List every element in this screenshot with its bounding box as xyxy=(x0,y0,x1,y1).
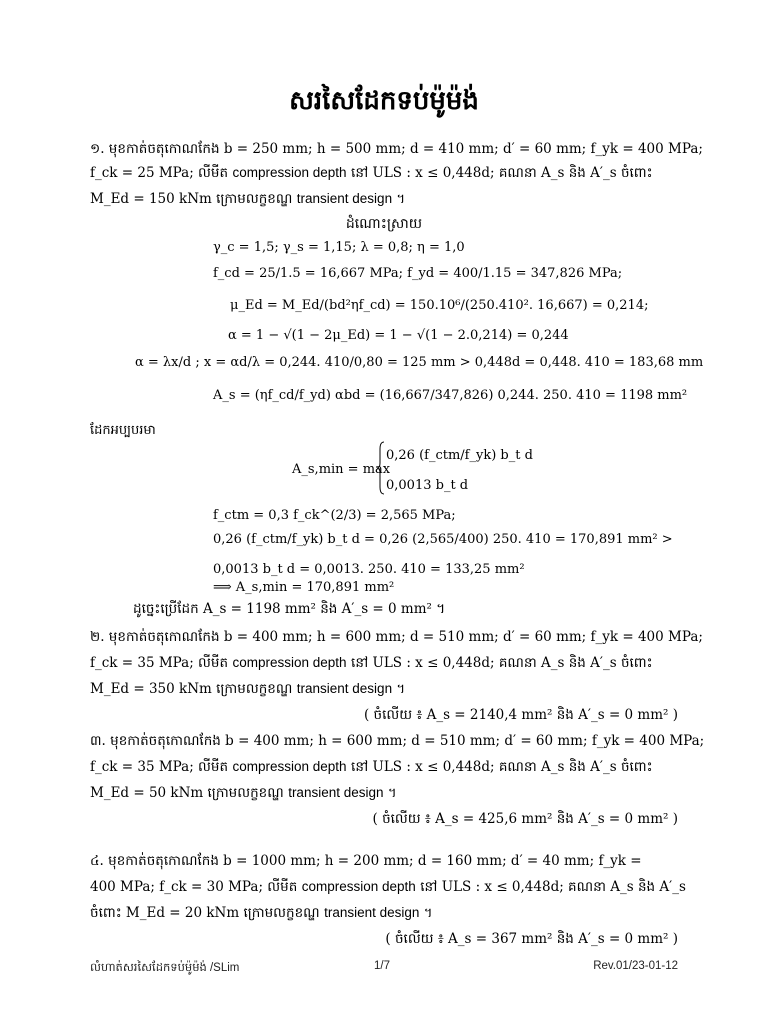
problem-2-answer: ( ចំលើយ ៖ A_s = 2140,4 mm² និង A′_s = 0 mm² ) xyxy=(363,707,678,723)
footer-revision: Rev.01/23-01-12 xyxy=(593,960,678,972)
conclusion-line: ដូច្នេះប្រើដែក A_s = 1198 mm² និង A′_s = 0 mm² ។ xyxy=(133,601,446,617)
equation-option-1-value: 0,26 (f_ctm/f_yk) b_t d = 0,26 (2,565/400) 250. 410 = 170,891 mm² > xyxy=(213,532,673,547)
problem-4-line-3: ចំពោះ M_Ed = 20 kNm ក្រោមលក្ខខណ្ឌ transient design ។ xyxy=(90,905,433,921)
equation-option-2-value: 0,0013 b_t d = 0,0013. 250. 410 = 133,25 mm² xyxy=(213,562,525,577)
problem-3-line-2: f_ck = 35 MPa; លីមីត compression depth នៅ ULS : x ≤ 0,448d; គណនា A_s និង A′_s ចំពោះ xyxy=(90,759,653,775)
equation-as-min-result: ⟹ A_s,min = 170,891 mm² xyxy=(213,580,395,595)
equation-as-min-lhs: A_s,min = max xyxy=(292,462,391,477)
equation-alpha: α = 1 − √(1 − 2μ_Ed) = 1 − √(1 − 2.0,214) = 0,244 xyxy=(228,328,569,343)
equation-as-min-option-2: 0,0013 b_t d xyxy=(386,478,469,493)
solution-heading: ដំណោះស្រាយ xyxy=(345,216,423,232)
minimum-steel-heading: ដែកអប្បបរមា xyxy=(90,423,156,438)
footer-left-text: លំហាត់សរសៃដែកទប់ម៉ូម៉ង់ /SLim xyxy=(90,962,240,974)
footer-page-number: 1/7 xyxy=(374,960,390,972)
equation-mu-ed: μ_Ed = M_Ed/(bd²ηf_cd) = 150.10⁶/(250.410². 16,667) = 0,214; xyxy=(230,298,649,313)
problem-4-answer: ( ចំលើយ ៖ A_s = 367 mm² និង A′_s = 0 mm² ) xyxy=(385,931,678,947)
problem-3-line-1: ៣. មុខកាត់ចតុកោណកែង b = 400 mm; h = 600 mm; d = 510 mm; d′ = 60 mm; f_yk = 400 MPa; xyxy=(90,733,705,749)
problem-4-line-1: ៤. មុខកាត់ចតុកោណកែង b = 1000 mm; h = 200 mm; d = 160 mm; d′ = 40 mm; f_yk = xyxy=(90,853,642,869)
problem-3-line-3: M_Ed = 50 kNm ក្រោមលក្ខខណ្ឌ transient design ។ xyxy=(90,785,397,801)
problem-3-answer: ( ចំលើយ ៖ A_s = 425,6 mm² និង A′_s = 0 mm² ) xyxy=(372,811,678,827)
equation-fctm: f_ctm = 0,3 f_ck^(2/3) = 2,565 MPa; xyxy=(213,508,456,523)
equation-neutral-axis: α = λx/d ; x = αd/λ = 0,244. 410/0,80 = 125 mm > 0,448d = 0,448. 410 = 183,68 mm xyxy=(135,355,704,370)
equation-as-min-option-1: 0,26 (f_ctm/f_yk) b_t d xyxy=(386,448,533,463)
problem-2-line-3: M_Ed = 350 kNm ក្រោមលក្ខខណ្ឌ transient design ។ xyxy=(90,681,406,697)
problem-2-line-2: f_ck = 35 MPa; លីមីត compression depth នៅ ULS : x ≤ 0,448d; គណនា A_s និង A′_s ចំពោះ xyxy=(90,655,653,671)
problem-4-line-2: 400 MPa; f_ck = 30 MPa; លីមីត compression depth នៅ ULS : x ≤ 0,448d; គណនា A_s និង A′_s xyxy=(90,879,686,895)
equation-design-strengths: f_cd = 25/1.5 = 16,667 MPa; f_yd = 400/1.15 = 347,826 MPa; xyxy=(213,266,623,281)
problem-1-line-1: ១. មុខកាត់ចតុកោណកែង b = 250 mm; h = 500 mm; d = 410 mm; d′ = 60 mm; f_yk = 400 MPa; xyxy=(90,141,703,157)
page-title: សរសៃដែកទប់ម៉ូម៉ង់ xyxy=(289,86,479,116)
equation-as: A_s = (ηf_cd/f_yd) αbd = (16,667/347,826) 0,244. 250. 410 = 1198 mm² xyxy=(213,388,688,403)
problem-1-line-3: M_Ed = 150 kNm ក្រោមលក្ខខណ្ឌ transient design ។ xyxy=(90,191,406,207)
problem-2-line-1: ២. មុខកាត់ចតុកោណកែង b = 400 mm; h = 600 mm; d = 510 mm; d′ = 60 mm; f_yk = 400 MPa; xyxy=(90,629,703,645)
equation-safety-factors: γ_c = 1,5; γ_s = 1,15; λ = 0,8; η = 1,0 xyxy=(213,240,465,255)
problem-1-line-2: f_ck = 25 MPa; លីមីត compression depth នៅ ULS : x ≤ 0,448d; គណនា A_s និង A′_s ចំពោះ xyxy=(90,165,653,181)
curly-brace xyxy=(377,441,385,495)
